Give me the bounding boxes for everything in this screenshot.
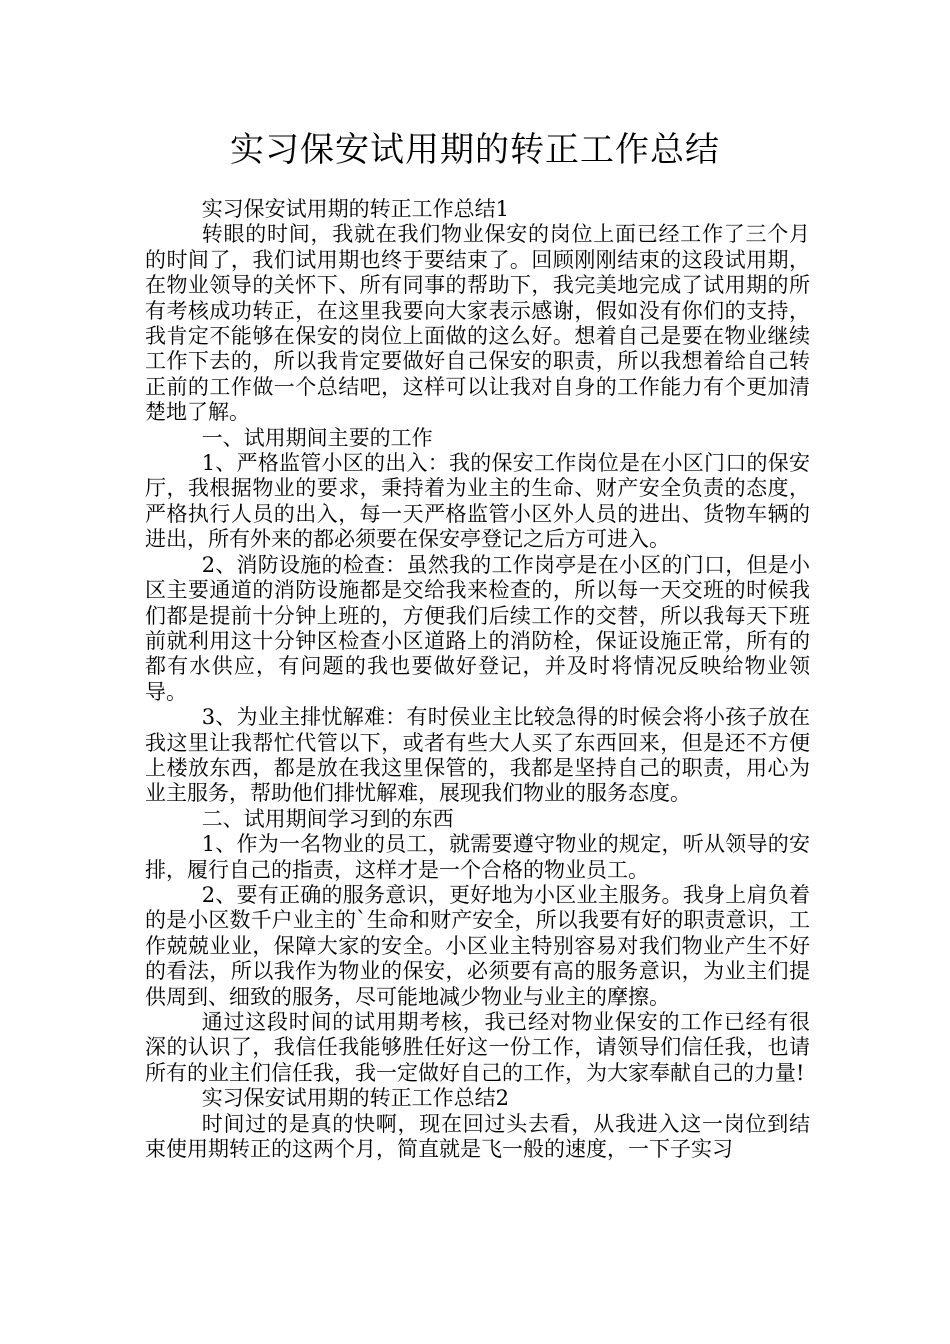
body-paragraph: 1、作为一名物业的员工，就需要遵守物业的规定，听从领导的安排，履行自己的指责，这样才是一个合格的物业员工。 xyxy=(145,832,810,882)
document-title: 实习保安试用期的转正工作总结 xyxy=(230,130,720,170)
document-body xyxy=(145,197,810,1162)
body-paragraph: 转眼的时间，我就在我们物业保安的岗位上面已经工作了三个月的时间了，我们试用期也终于要结束了。回顾刚刚结束的这段试用期，在物业领导的关怀下、所有同事的帮助下，我完美地完成了试用期的所有考核成功转正，在这里我要向大家表示感谢，假如没有你们的支持，我肯定不能够在保安的岗位上面做的这么好。想着自己是要在物业继续工作下去的，所以我肯定要做好自己保安的职责，所以我想着给自己转正前的工作做一个总结吧，这样可以让我对自身的工作能力有个更加清楚地了解。 xyxy=(145,222,810,425)
subheading-learned: 二、试用期间学习到的东西 xyxy=(201,806,454,831)
body-paragraph: 2、消防设施的检查：虽然我的工作岗亭是在小区的门口，但是小区主要通道的消防设施都是交给我来检查的，所以每一天交班的时候我们都是提前十分钟上班的，方便我们后续工作的交替，所以我每天下班前就利用这十分钟区检查小区道路上的消防栓，保证设施正常，所有的都有水供应，有问题的我也要做好登记，并及时将情况反映给物业领导。 xyxy=(145,552,810,704)
body-paragraph: 1、严格监管小区的出入：我的保安工作岗位是在小区门口的保安厅，我根据物业的要求，秉持着为业主的生命、财产安全负责的态度，严格执行人员的出入，每一天严格监管小区外人员的进出、货物车辆的进出，所有外来的都必须要在保安亭登记之后方可进入。 xyxy=(145,451,810,552)
body-paragraph: 3、为业主排忧解难：有时侯业主比较急得的时候会将小孩子放在我这里让我帮忙代管以下，或者有些大人买了东西回来，但是还不方便上楼放东西，都是放在我这里保管的，我都是坚持自己的职责，用心为业主服务，帮助他们排忧解难，展现我们物业的服务态度。 xyxy=(145,705,810,806)
section-heading-2: 实习保安试用期的转正工作总结2 xyxy=(201,1086,510,1111)
body-paragraph: 时间过的是真的快啊，现在回过头去看，从我进入这一岗位到结束使用期转正的这两个月，简直就是飞一般的速度，一下子实习 xyxy=(145,1111,810,1162)
subheading-main-work: 一、试用期间主要的工作 xyxy=(201,425,433,450)
body-paragraph: 2、要有正确的服务意识，更好地为小区业主服务。我身上肩负着的是小区数千户业主的`生命和财产安全，所以我要有好的职责意识，工作兢兢业业，保障大家的安全。小区业主特别容易对我们物业产生不好的看法，所以我作为物业的保安，必须要有高的服务意识，为业主们提供周到、细致的服务，尽可能地减少物业与业主的摩擦。 xyxy=(145,882,810,1009)
section-heading-1: 实习保安试用期的转正工作总结1 xyxy=(201,197,510,221)
body-paragraph: 通过这段时间的试用期考核，我已经对物业保安的工作已经有很深的认识了，我信任我能够胜任好这一份工作，请领导们信任我，也请所有的业主们信任我，我一定做好自己的工作，为大家奉献自己的力量! xyxy=(145,1010,810,1085)
